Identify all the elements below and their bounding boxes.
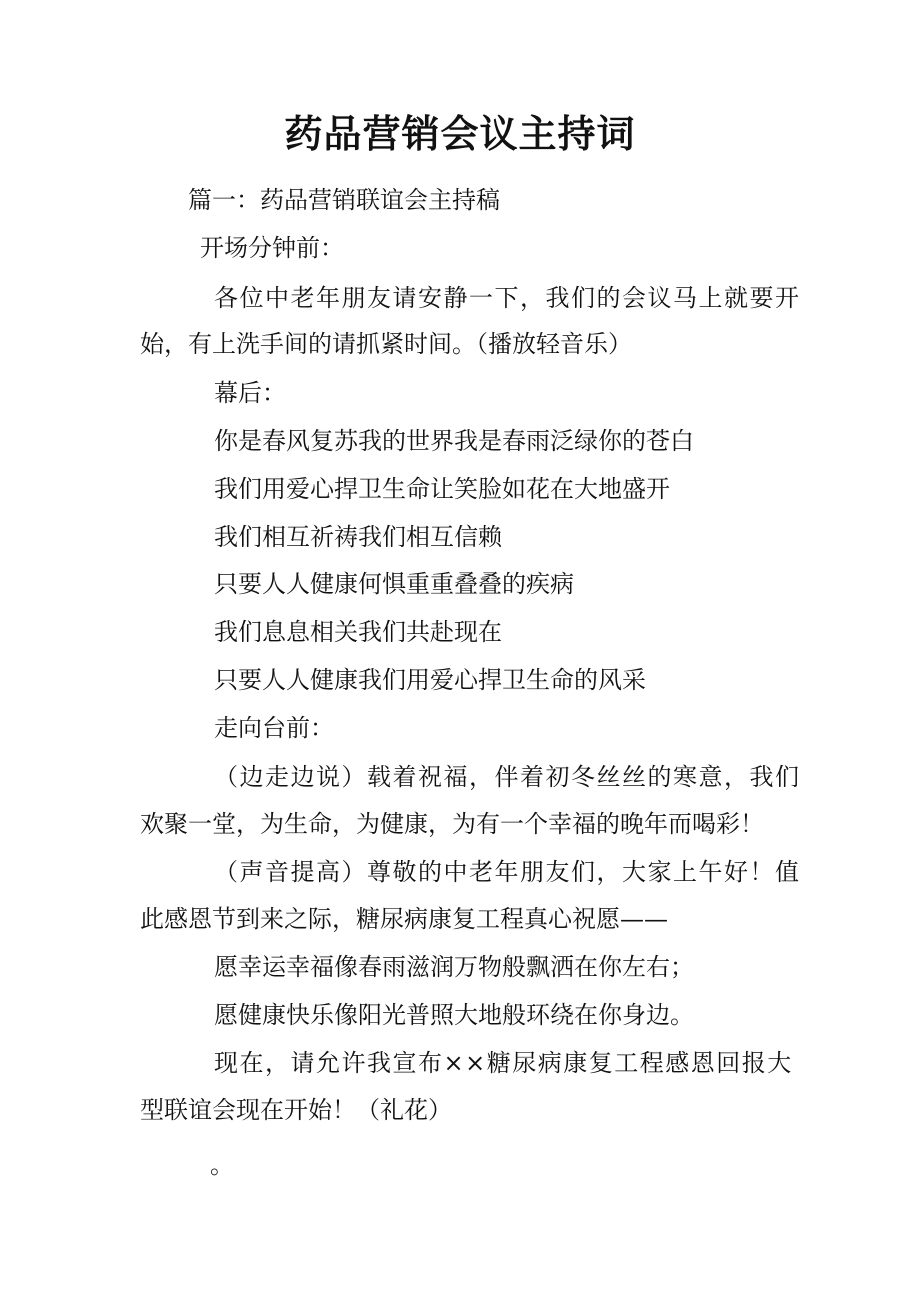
- paragraph-line: 此感恩节到来之际，糖尿病康复工程真心祝愿——: [140, 905, 668, 933]
- document-title: 药品营销会议主持词: [284, 111, 636, 156]
- paragraph-line: 我们相互祈祷我们相互信赖: [214, 523, 502, 551]
- paragraph-line: 愿幸运幸福像春雨滋润万物般飘洒在你左右；: [214, 953, 694, 981]
- paragraph-line: 开场分钟前：: [200, 234, 344, 262]
- paragraph-line: （边走边说）载着祝福，伴着初冬丝丝的寒意，我们: [214, 763, 801, 791]
- paragraph-line: 只要人人健康我们用爱心捍卫生命的风采: [214, 666, 646, 694]
- paragraph-line: 愿健康快乐像阳光普照大地般环绕在你身边。: [214, 1001, 694, 1029]
- trailing-mark: 。: [210, 1151, 234, 1179]
- paragraph-line: 走向台前：: [214, 714, 334, 742]
- paragraph-line: 我们用爱心捍卫生命让笑脸如花在大地盛开: [214, 475, 670, 503]
- paragraph-line: 只要人人健康何惧重重叠叠的疾病: [214, 570, 574, 598]
- paragraph-line: 欢聚一堂，为生命，为健康，为有一个幸福的晚年而喝彩！: [140, 810, 764, 838]
- paragraph-line: 你是春风复苏我的世界我是春雨泛绿你的苍白: [214, 427, 694, 455]
- paragraph-line: 我们息息相关我们共赴现在: [214, 618, 502, 646]
- paragraph-line: （声音提高）尊敬的中老年朋友们，大家上午好！值: [214, 858, 801, 886]
- paragraph-line: 现在，请允许我宣布××糖尿病康复工程感恩回报大: [214, 1049, 793, 1077]
- section-heading: 篇一：药品营销联谊会主持稿: [188, 186, 500, 214]
- paragraph-line: 各位中老年朋友请安静一下，我们的会议马上就要开: [214, 284, 801, 312]
- paragraph-line: 幕后：: [214, 379, 286, 407]
- paragraph-line: 型联谊会现在开始！（礼花）: [140, 1096, 452, 1124]
- paragraph-line: 始，有上洗手间的请抓紧时间。（播放轻音乐）: [140, 330, 632, 358]
